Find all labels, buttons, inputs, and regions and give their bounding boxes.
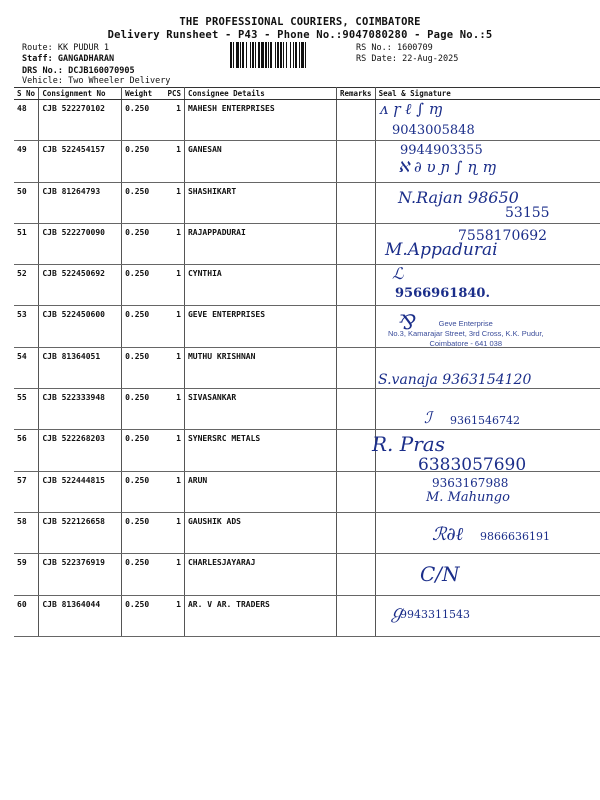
vehicle-line	[22, 76, 170, 86]
col-signature: Seal & Signature	[375, 88, 600, 100]
cell-consignment: CJB 81364044	[39, 595, 122, 636]
handwritten-phone-57: 6383057690	[418, 455, 527, 475]
cell-consignee: GAUSHIK ADS	[184, 512, 336, 553]
cell-consignee: SYNERSRC METALS	[184, 430, 336, 471]
handwritten-phone-51: 7558170692	[458, 228, 548, 244]
cell-pcs: 1	[164, 554, 184, 595]
staff-value: GANGADHARAN	[57, 54, 115, 64]
rs-date-line	[356, 54, 458, 64]
cell-consignment: CJB 522444815	[39, 471, 122, 512]
handwritten-name-57: M. Mahungo	[426, 490, 510, 505]
drs-value: DCJB160070905	[68, 66, 135, 76]
staff-label: Staff:	[22, 54, 53, 64]
table-row	[14, 100, 600, 141]
cell-remarks	[336, 347, 375, 388]
handwritten-phone-60: 9943311543	[400, 608, 470, 621]
cell-weight: 0.250	[122, 554, 165, 595]
table-header-row	[14, 88, 600, 100]
table-row	[14, 595, 600, 636]
cell-weight: 0.250	[122, 430, 165, 471]
cell-weight: 0.250	[122, 100, 165, 141]
runsheet-table	[14, 87, 600, 637]
route-value: KK PUDUR 1	[57, 43, 110, 53]
handwritten-name-51: M.Appadurai	[385, 240, 498, 260]
cell-pcs: 1	[164, 595, 184, 636]
cell-pcs: 1	[164, 347, 184, 388]
handwritten-54: S.vanaja 9363154120	[378, 372, 532, 388]
cell-consignee: SHASHIKART	[184, 182, 336, 223]
route-label: Route:	[22, 43, 53, 53]
signature-58: ℛ∂ℓ	[432, 524, 464, 545]
cell-consignee: CYNTHIA	[184, 265, 336, 306]
runsheet-subtitle: Delivery Runsheet - P43 - Phone No.:9047080280 - Page No.:5	[107, 29, 493, 41]
signature-48: ᴧ ɼ ℓ ∫ ɱ	[380, 100, 444, 118]
cell-consignee: MAHESH ENTERPRISES	[184, 100, 336, 141]
cell-sno: 50	[14, 182, 39, 223]
barcode-bar	[306, 42, 308, 68]
cell-weight: 0.250	[122, 306, 165, 347]
col-weight: Weight	[122, 88, 165, 100]
signature-55: ℐ	[424, 408, 432, 427]
rs-no-label: RS No.:	[356, 43, 392, 53]
cell-sno: 57	[14, 471, 39, 512]
cell-weight: 0.250	[122, 595, 165, 636]
cell-remarks	[336, 595, 375, 636]
cell-remarks	[336, 100, 375, 141]
table-row	[14, 554, 600, 595]
handwritten-name-56: R. Pras	[372, 432, 445, 456]
cell-remarks	[336, 182, 375, 223]
cell-pcs: 1	[164, 430, 184, 471]
cell-remarks	[336, 471, 375, 512]
company-stamp	[388, 319, 543, 349]
handwritten-name-50: N.Rajan 98650	[398, 188, 519, 207]
signature-60: ℊ	[388, 602, 406, 623]
col-consignee: Consignee Details	[184, 88, 336, 100]
cell-pcs: 1	[164, 471, 184, 512]
cell-consignment: CJB 522454157	[39, 141, 122, 182]
drs-label: DRS No.:	[22, 66, 63, 76]
cell-weight: 0.250	[122, 512, 165, 553]
cell-consignee: AR. V AR. TRADERS	[184, 595, 336, 636]
cell-pcs: 1	[164, 100, 184, 141]
cell-consignment: CJB 522268203	[39, 430, 122, 471]
handwritten-phone-48: 9043005848	[392, 123, 475, 138]
cell-sno: 59	[14, 554, 39, 595]
cell-pcs: 1	[164, 265, 184, 306]
drs-line	[22, 66, 135, 76]
cell-consignee: GEVE ENTERPRISES	[184, 306, 336, 347]
handwritten-59: C/N	[420, 562, 460, 586]
cell-consignment: CJB 522126658	[39, 512, 122, 553]
cell-weight: 0.250	[122, 389, 165, 430]
cell-consignment: CJB 81364051	[39, 347, 122, 388]
company-title: THE PROFESSIONAL COURIERS, COIMBATORE	[179, 16, 421, 28]
rs-no-line	[356, 43, 433, 53]
cell-sno: 53	[14, 306, 39, 347]
cell-consignment: CJB 522450600	[39, 306, 122, 347]
handwritten-phone-50b: 53155	[505, 205, 550, 221]
rs-date-value: 22-Aug-2025	[402, 54, 459, 64]
cell-remarks	[336, 389, 375, 430]
cell-consignee: ARUN	[184, 471, 336, 512]
stamp-line-1: Geve Enterprise	[438, 319, 493, 328]
rs-no-value: 1600709	[396, 43, 433, 53]
cell-sno: 54	[14, 347, 39, 388]
staff-line	[22, 54, 114, 64]
cell-sno: 48	[14, 100, 39, 141]
cell-consignment: CJB 522376919	[39, 554, 122, 595]
cell-sno: 56	[14, 430, 39, 471]
col-remarks: Remarks	[336, 88, 375, 100]
signature-53: ⅋	[398, 310, 416, 334]
cell-pcs: 1	[164, 182, 184, 223]
table-row	[14, 141, 600, 182]
table-row	[14, 265, 600, 306]
col-consignment: Consignment No	[39, 88, 122, 100]
signature-49: ℵ ∂ υ ɲ ∫ ɳ ɱ	[398, 158, 497, 176]
vehicle-label: Vehicle:	[22, 76, 63, 86]
cell-weight: 0.250	[122, 265, 165, 306]
cell-signature	[375, 554, 600, 595]
handwritten-phone-52: 9566961840.	[395, 286, 490, 301]
cell-pcs: 1	[164, 306, 184, 347]
stamp-line-2: No.3, Kamarajar Street, 3rd Cross, K.K. Pudur,	[388, 329, 544, 338]
cell-remarks	[336, 554, 375, 595]
cell-weight: 0.250	[122, 182, 165, 223]
cell-weight: 0.250	[122, 223, 165, 264]
cell-consignment: CJB 522450692	[39, 265, 122, 306]
cell-sno: 55	[14, 389, 39, 430]
cell-consignee: CHARLESJAYARAJ	[184, 554, 336, 595]
cell-weight: 0.250	[122, 471, 165, 512]
cell-sno: 52	[14, 265, 39, 306]
handwritten-phone-58: 9866636191	[480, 530, 550, 543]
cell-remarks	[336, 223, 375, 264]
handwritten-phone-57b: 9363167988	[432, 476, 509, 490]
vehicle-value: Two Wheeler Delivery	[68, 76, 171, 86]
table-row	[14, 471, 600, 512]
handwritten-phone-55: 9361546742	[450, 414, 520, 427]
cell-consignment: CJB 522270090	[39, 223, 122, 264]
cell-remarks	[336, 141, 375, 182]
signature-52: ℒ	[392, 264, 404, 283]
cell-sno: 60	[14, 595, 39, 636]
stamp-line-3: Coimbatore - 641 038	[429, 339, 503, 348]
col-pcs: PCS	[164, 88, 184, 100]
handwritten-phone-49: 9944903355	[400, 143, 483, 158]
cell-consignment: CJB 81264793	[39, 182, 122, 223]
cell-remarks	[336, 306, 375, 347]
cell-consignment: CJB 522270102	[39, 100, 122, 141]
cell-consignee: RAJAPPADURAI	[184, 223, 336, 264]
cell-pcs: 1	[164, 141, 184, 182]
cell-sno: 51	[14, 223, 39, 264]
cell-pcs: 1	[164, 223, 184, 264]
route-line	[22, 43, 109, 53]
cell-remarks	[336, 430, 375, 471]
cell-sno: 49	[14, 141, 39, 182]
col-sno: S No	[14, 88, 39, 100]
cell-consignee: SIVASANKAR	[184, 389, 336, 430]
cell-sno: 58	[14, 512, 39, 553]
cell-pcs: 1	[164, 389, 184, 430]
cell-weight: 0.250	[122, 141, 165, 182]
rs-date-label: RS Date:	[356, 54, 397, 64]
cell-consignee: MUTHU KRISHNAN	[184, 347, 336, 388]
barcode	[230, 42, 352, 68]
cell-remarks	[336, 512, 375, 553]
cell-consignee: GANESAN	[184, 141, 336, 182]
cell-pcs: 1	[164, 512, 184, 553]
cell-consignment: CJB 522333948	[39, 389, 122, 430]
cell-weight: 0.250	[122, 347, 165, 388]
cell-remarks	[336, 265, 375, 306]
